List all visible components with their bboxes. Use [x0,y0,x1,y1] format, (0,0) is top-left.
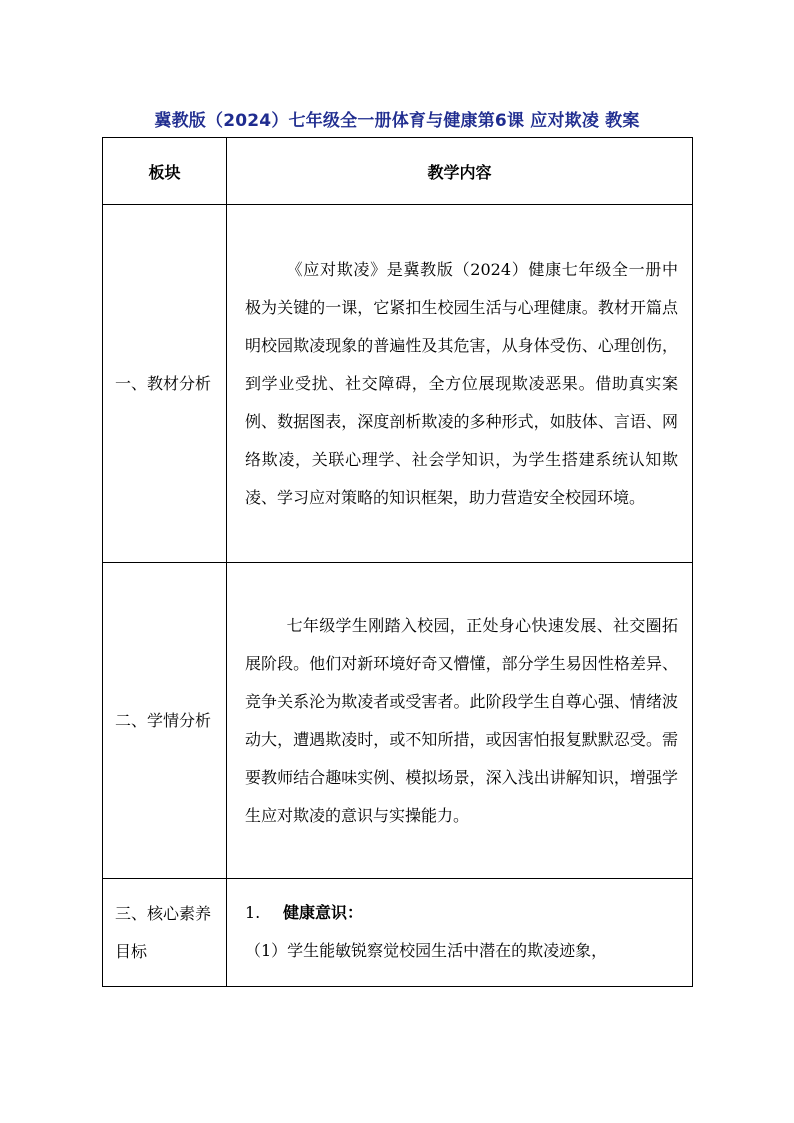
goal-item-heading [245,894,678,932]
table-row-student-analysis [103,563,693,879]
table-row-core-goals [103,879,693,987]
header-section: 板块 [103,138,227,205]
row-label: 一、教材分析 [103,205,227,563]
row-content [227,879,693,987]
row-content: 《应对欺凌》是冀教版（2024）健康七年级全一册中极为关键的一课，它紧扣生校园生活与心理健康。教材开篇点明校园欺凌现象的普遍性及其危害，从身体受伤、心理创伤，到学业受扰、社交障碍，全方位展现欺凌恶果。借助真实案例、数据图表，深度剖析欺凌的多种形式，如肢体、言语、网络欺凌，关联心理学、社会学知识，为学生搭建系统认知欺凌、学习应对策略的知识框架，助力营造安全校园环境。 [227,205,693,563]
table-header-row [103,138,693,205]
header-content: 教学内容 [227,138,693,205]
row-label: 二、学情分析 [103,563,227,879]
document-title: 冀教版（2024）七年级全一册体育与健康第6课 应对欺凌 教案 [154,111,640,131]
row-content: 七年级学生刚踏入校园，正处身心快速发展、社交圈拓展阶段。他们对新环境好奇又懵懂，部分学生易因性格差异、竞争关系沦为欺凌者或受害者。此阶段学生自尊心强、情绪波动大，遭遇欺凌时，或不知所措，或因害怕报复默默忍受。需要教师结合趣味实例、模拟场景，深入浅出讲解知识，增强学生应对欺凌的意识与实操能力。 [227,563,693,879]
goal-item-text: （1）学生能敏锐察觉校园生活中潜在的欺凌迹象， [245,941,608,960]
lesson-plan-table [102,137,693,987]
goal-item-number: 1. [245,903,261,922]
goal-item-title: 健康意识： [283,903,364,922]
table-row-textbook-analysis [103,205,693,563]
row-label: 三、核心素养目标 [103,879,227,987]
